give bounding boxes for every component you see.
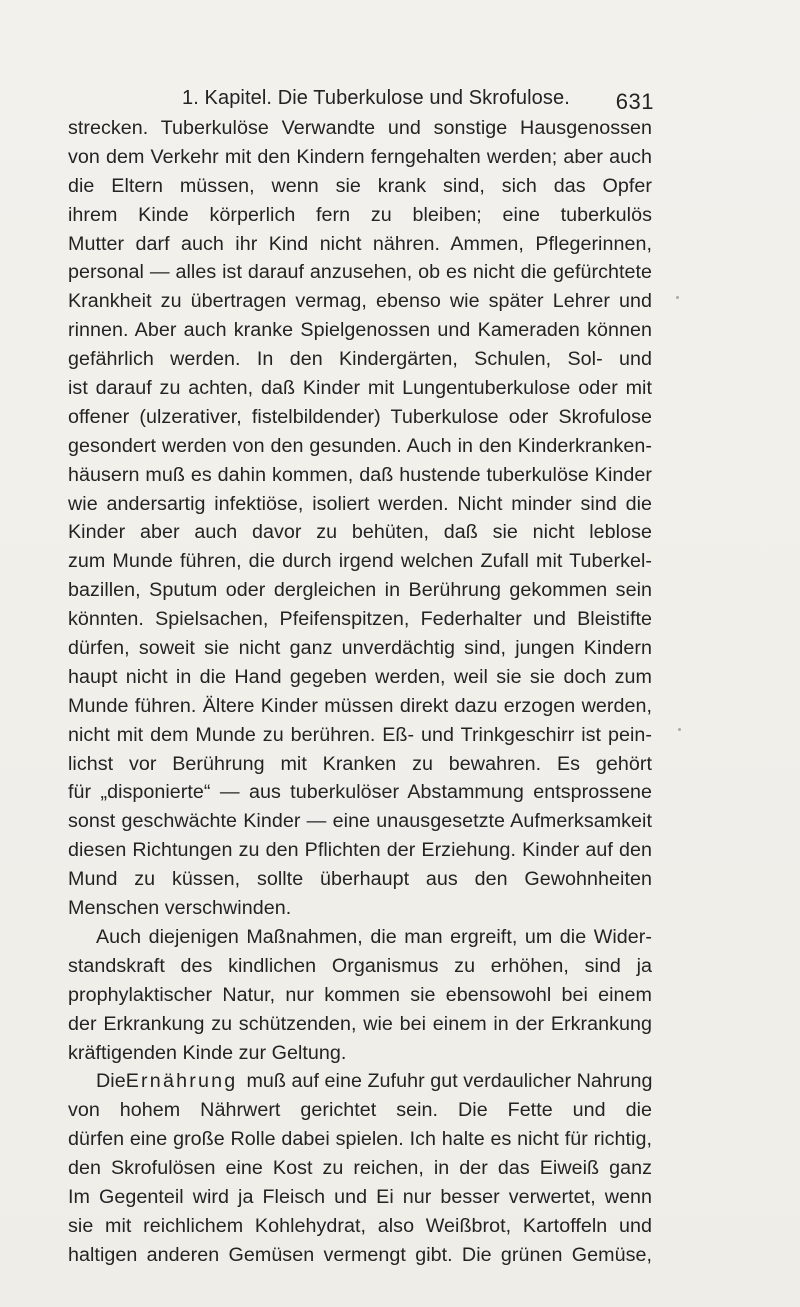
text-line: gesondert werden von den gesunden. Auch in den Kinderkranken- (68, 434, 652, 457)
text-line: von hohem Nährwert gerichtet sein. Die Fette und die (68, 1099, 652, 1122)
text-line-rest: muß auf eine Zufuhr gut verdaulicher Nahrung (246, 1070, 653, 1093)
text-line: Munde führen. Ältere Kinder müssen direkt dazu erzogen werden, (68, 694, 652, 717)
body-text (68, 114, 652, 1270)
text-line: der Erkrankung zu schützenden, wie bei einem in der Erkrankung (68, 1012, 652, 1035)
text-line: die Eltern müssen, wenn sie krank sind, sich das Opfer (68, 174, 652, 197)
text-line: ihrem Kinde körperlich fern zu bleiben; eine tuberkulös (68, 203, 652, 226)
text-line: Mund zu küssen, sollte überhaupt aus den Gewohnheiten (68, 868, 652, 891)
text-line: diesen Richtungen zu den Pflichten der Erziehung. Kinder auf den (68, 839, 652, 862)
text-line: rinnen. Aber auch kranke Spielgenossen und Kameraden können (68, 319, 652, 342)
text-line: haupt nicht in die Hand gegeben werden, weil sie sie doch zum (68, 665, 652, 688)
text-line: Krankheit zu übertragen vermag, ebenso wie später Lehrer und (68, 290, 652, 313)
text-line: ist darauf zu achten, daß Kinder mit Lungentuberkulose oder mit (68, 377, 652, 400)
text-line: von dem Verkehr mit den Kindern ferngehalten werden; aber auch (68, 145, 652, 168)
text-line: dürfen eine große Rolle dabei spielen. Ich halte es nicht für richtig, (68, 1128, 652, 1151)
running-head (182, 84, 654, 112)
text-line: haltigen anderen Gemüsen vermengt gibt. Die grünen Gemüse, (68, 1243, 652, 1266)
text-line: Mutter darf auch ihr Kind nicht nähren. Ammen, Pflegerinnen, (68, 232, 652, 255)
running-title: 1. Kapitel. Die Tuberkulose und Skrofulose. (182, 87, 570, 109)
text-line: gefährlich werden. In den Kindergärten, Schulen, Sol- und (68, 348, 652, 371)
text-line: könnten. Spielsachen, Pfeifenspitzen, Federhalter und Bleistifte (68, 608, 652, 631)
text-line (68, 1067, 652, 1096)
text-line: für „disponierte“ — aus tuberkulöser Abstammung entsprossene (68, 781, 652, 804)
text-line: sie mit reichlichem Kohlehydrat, also Weißbrot, Kartoffeln und (68, 1214, 652, 1237)
paper-speck (676, 296, 679, 299)
page-number: 631 (615, 89, 654, 114)
paper-speck (678, 728, 681, 731)
text-line: strecken. Tuberkulöse Verwandte und sonstige Hausgenossen (68, 117, 652, 139)
text-line: sonst geschwächte Kinder — eine unausgesetzte Aufmerksamkeit (68, 810, 652, 833)
text-line: personal — alles ist darauf anzusehen, ob es nicht die gefürchtete (68, 261, 652, 284)
text-line: Im Gegenteil wird ja Fleisch und Ei nur besser verwertet, wenn (68, 1185, 652, 1208)
text-line: offener (ulzerativer, fistelbildender) Tuberkulose oder Skrofulose (68, 405, 652, 428)
text-line: prophylaktischer Natur, nur kommen sie ebensowohl bei einem (68, 983, 652, 1006)
text-line: Kinder aber auch davor zu behüten, daß sie nicht leblose (68, 521, 652, 544)
text-line: Menschen verschwinden. (68, 897, 292, 920)
text-line: lichst vor Berührung mit Kranken zu bewahren. Es gehört (68, 752, 652, 775)
text-line: Auch diejenigen Maßnahmen, die man ergreift, um die Wider- (96, 925, 652, 948)
text-line: standskraft des kindlichen Organismus zu erhöhen, sind ja (68, 954, 652, 977)
text-line: kräftigenden Kinde zur Geltung. (68, 1041, 347, 1064)
text-line: zum Munde führen, die durch irgend welchen Zufall mit Tuberkel- (68, 550, 652, 573)
paragraph-prefix: Die (96, 1070, 126, 1093)
text-line: dürfen, soweit sie nicht ganz unverdächtig sind, jungen Kindern (68, 637, 652, 660)
text-line: nicht mit dem Munde zu berühren. Eß- und Trinkgeschirr ist pein- (68, 723, 652, 746)
text-line: häusern muß es dahin kommen, daß hustende tuberkulöse Kinder (68, 463, 652, 486)
text-line: bazillen, Sputum oder dergleichen in Berührung gekommen sein (68, 579, 652, 602)
emphasized-term: Ernährung (125, 1070, 238, 1093)
text-line: den Skrofulösen eine Kost zu reichen, in der das Eiweiß ganz (68, 1157, 652, 1180)
text-line: wie andersartig infektiöse, isoliert werden. Nicht minder sind die (68, 492, 652, 515)
